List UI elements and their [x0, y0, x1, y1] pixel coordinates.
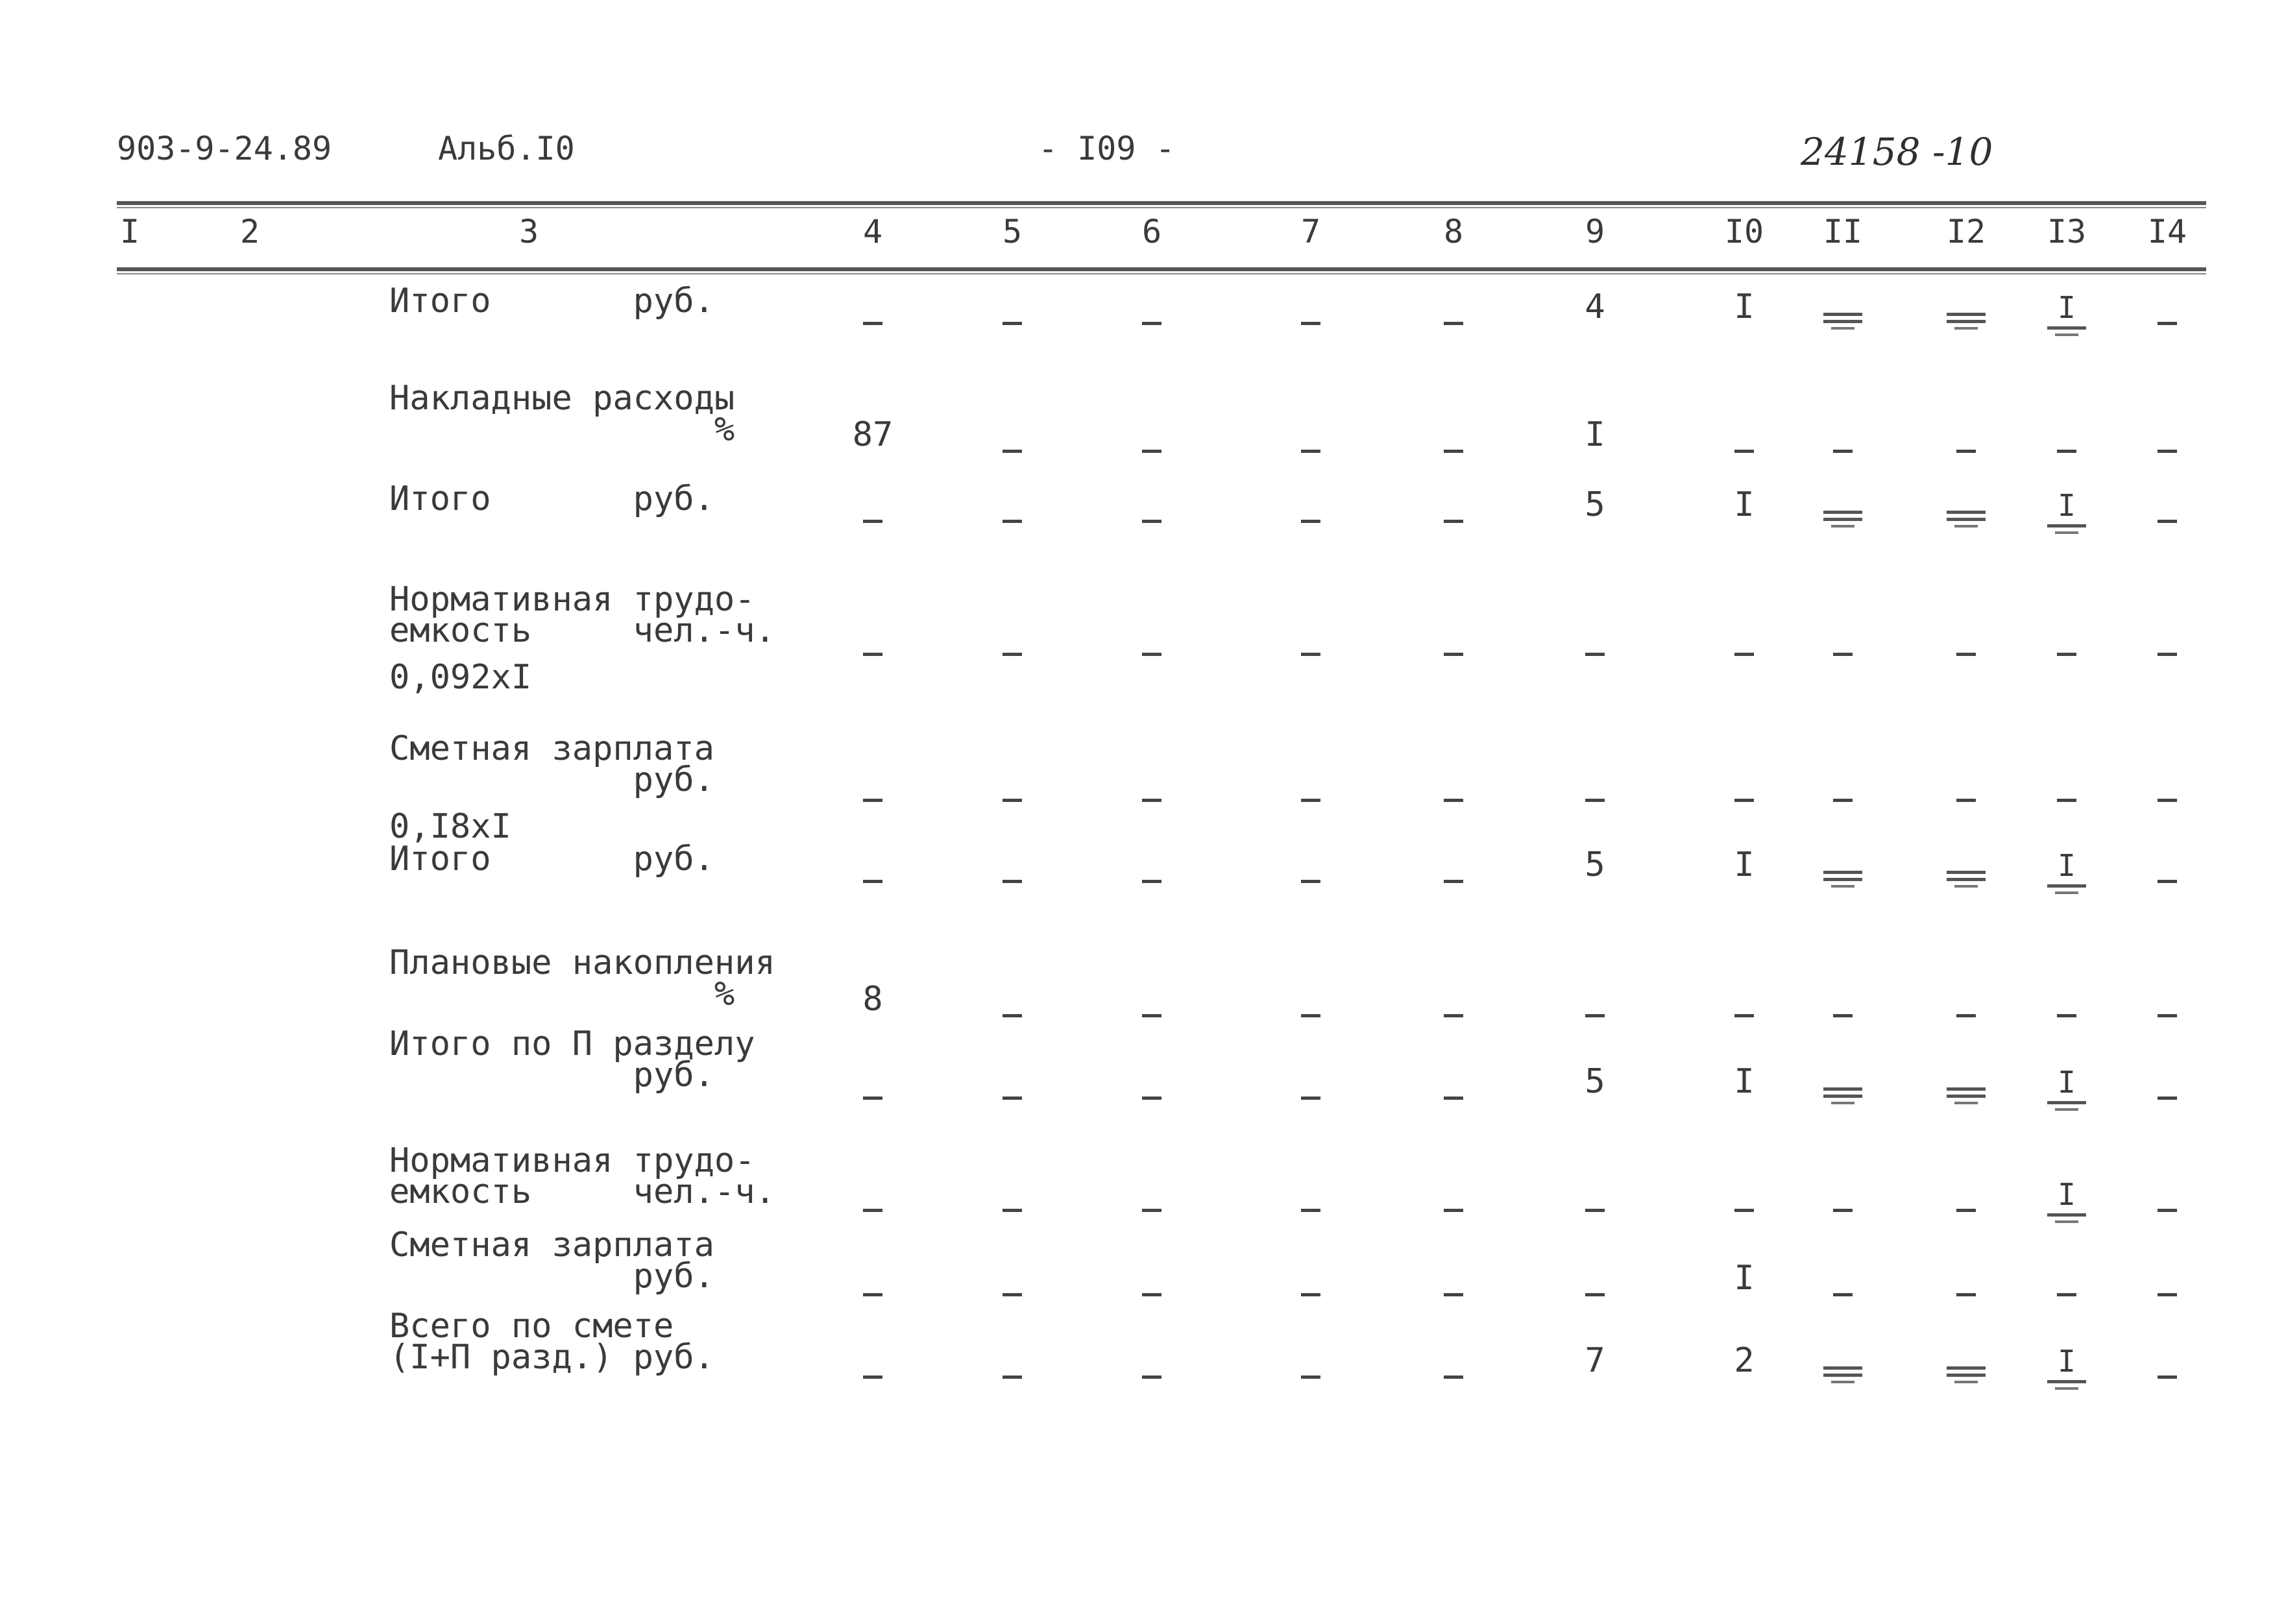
row-11-cell-13	[2047, 1341, 2086, 1390]
dash-mark	[1301, 1376, 1320, 1379]
row-label-7-line-1: Плановые накопления	[389, 943, 775, 982]
column-number-11: II	[1823, 213, 1863, 250]
column-number-13: I3	[2047, 213, 2087, 250]
dash-mark	[2158, 1293, 2177, 1296]
row-label-5-line-3: 0,I8хI	[389, 807, 511, 846]
dash-mark	[1444, 880, 1463, 883]
row-7-cell-5	[1003, 994, 1022, 1033]
row-3-cell-11	[1823, 497, 1862, 536]
dash-mark	[1444, 1014, 1463, 1017]
dash-mark	[2057, 1293, 2076, 1296]
column-number-2: 2	[239, 213, 260, 250]
dash-mark	[2057, 799, 2076, 802]
row-9-cell-8	[1444, 1189, 1463, 1228]
dash-mark	[1444, 450, 1463, 453]
row-7-cell-7	[1301, 994, 1320, 1033]
dash-mark	[1444, 799, 1463, 802]
row-8-cell-13	[2047, 1062, 2086, 1111]
row-label-1-line-1: Итого руб.	[389, 282, 714, 321]
row-label-4-line-1: Нормативная трудо-	[389, 580, 755, 619]
row-10-cell-12	[1956, 1273, 1976, 1312]
row-3-cell-12	[1947, 497, 1986, 536]
row-4-cell-10	[1734, 633, 1754, 672]
row-2-cell-12	[1956, 430, 1976, 468]
row-3-cell-14	[2158, 500, 2177, 539]
double-dash-mark	[1947, 507, 1986, 527]
row-6-cell-6	[1142, 860, 1161, 899]
dash-mark	[1301, 1209, 1320, 1212]
row-label-2-line-1: Накладные расходы	[389, 379, 735, 418]
row-8-cell-8	[1444, 1076, 1463, 1115]
dash-mark	[1003, 1014, 1022, 1017]
dash-mark	[1734, 799, 1754, 802]
dash-mark	[1301, 1293, 1320, 1296]
dash-mark	[2158, 1376, 2177, 1379]
row-label-10-line-2: руб.	[389, 1257, 714, 1296]
row-3-cell-6	[1142, 500, 1161, 539]
dash-mark	[1956, 450, 1976, 453]
underlined-value: I	[2047, 491, 2086, 534]
header-bottom-rule	[117, 267, 2206, 271]
row-9-cell-9	[1585, 1189, 1605, 1228]
dash-mark	[1833, 799, 1853, 802]
row-1-cell-5	[1003, 302, 1022, 341]
row-label-3-line-1: Итого руб.	[389, 479, 714, 518]
row-8-cell-7	[1301, 1076, 1320, 1115]
row-6-cell-13	[2047, 845, 2086, 894]
dash-mark	[1003, 520, 1022, 523]
dash-mark	[1003, 450, 1022, 453]
column-number-5: 5	[1002, 213, 1023, 250]
dash-mark	[1142, 880, 1161, 883]
album-label: Альб.I0	[438, 130, 575, 167]
dash-mark	[2158, 1209, 2177, 1212]
row-8-cell-12	[1947, 1074, 1986, 1113]
dash-mark	[863, 322, 882, 325]
row-4-cell-8	[1444, 633, 1463, 672]
double-dash-mark	[1823, 309, 1862, 330]
dash-mark	[1003, 1097, 1022, 1100]
row-2-cell-8	[1444, 430, 1463, 468]
row-2-cell-9: I	[1585, 415, 1605, 454]
underlined-value: I	[2047, 1067, 2086, 1111]
dash-mark	[1585, 1014, 1605, 1017]
dash-mark	[1301, 1014, 1320, 1017]
row-label-8-line-1: Итого по П разделу	[389, 1024, 755, 1063]
row-2-cell-4: 87	[852, 415, 894, 454]
dash-mark	[1142, 450, 1161, 453]
row-9-cell-14	[2158, 1189, 2177, 1228]
row-8-cell-5	[1003, 1076, 1022, 1115]
dash-mark	[1003, 1293, 1022, 1296]
double-dash-mark	[1947, 867, 1986, 888]
row-10-cell-9	[1585, 1273, 1605, 1312]
row-2-cell-5	[1003, 430, 1022, 468]
row-5-cell-13	[2057, 779, 2076, 818]
dash-mark	[2057, 653, 2076, 656]
row-label-10-line-1: Сметная зарплата	[389, 1226, 714, 1265]
dash-mark	[2158, 322, 2177, 325]
row-11-cell-6	[1142, 1355, 1161, 1394]
row-1-cell-8	[1444, 302, 1463, 341]
row-7-cell-9	[1585, 994, 1605, 1033]
dash-mark	[1142, 1293, 1161, 1296]
row-label-11-line-1: Всего по смете	[389, 1307, 674, 1346]
row-8-cell-11	[1823, 1074, 1862, 1113]
dash-mark	[863, 1293, 882, 1296]
row-11-cell-4	[863, 1355, 882, 1394]
double-dash-mark	[1947, 309, 1986, 330]
dash-mark	[1142, 799, 1161, 802]
row-7-cell-12	[1956, 994, 1976, 1033]
row-label-4-line-2: емкость чел.-ч.	[389, 611, 775, 650]
page-number: - I09 -	[1038, 130, 1175, 167]
row-1-cell-12	[1947, 299, 1986, 338]
top-rule-thin	[117, 207, 2206, 208]
row-10-cell-8	[1444, 1273, 1463, 1312]
dash-mark	[863, 1209, 882, 1212]
row-8-cell-9: 5	[1585, 1062, 1605, 1101]
double-dash-mark	[1823, 867, 1862, 888]
dash-mark	[1142, 1097, 1161, 1100]
underlined-value: I	[2047, 1346, 2086, 1390]
dash-mark	[1444, 1376, 1463, 1379]
row-10-cell-14	[2158, 1273, 2177, 1312]
row-10-cell-7	[1301, 1273, 1320, 1312]
double-dash-mark	[1823, 1363, 1862, 1383]
row-10-cell-10: I	[1734, 1259, 1755, 1298]
row-label-9-line-1: Нормативная трудо-	[389, 1141, 755, 1180]
row-label-6-line-1: Итого руб.	[389, 840, 714, 879]
header-bottom-rule-thin	[117, 273, 2206, 274]
dash-mark	[1833, 1209, 1853, 1212]
row-label-11-line-2: (I+П разд.) руб.	[389, 1338, 714, 1377]
row-11-cell-12	[1947, 1353, 1986, 1392]
dash-mark	[1585, 799, 1605, 802]
row-2-cell-10	[1734, 430, 1754, 468]
row-4-cell-6	[1142, 633, 1161, 672]
dash-mark	[863, 653, 882, 656]
dash-mark	[1734, 653, 1754, 656]
row-8-cell-14	[2158, 1076, 2177, 1115]
row-3-cell-10: I	[1734, 485, 1755, 524]
dash-mark	[1142, 653, 1161, 656]
dash-mark	[1444, 1209, 1463, 1212]
dash-mark	[1142, 1014, 1161, 1017]
row-7-cell-10	[1734, 994, 1754, 1033]
row-10-cell-11	[1833, 1273, 1853, 1312]
row-9-cell-10	[1734, 1189, 1754, 1228]
row-11-cell-8	[1444, 1355, 1463, 1394]
dash-mark	[2158, 520, 2177, 523]
dash-mark	[1956, 1014, 1976, 1017]
dash-mark	[1444, 1293, 1463, 1296]
row-4-cell-11	[1833, 633, 1853, 672]
row-7-cell-11	[1833, 994, 1853, 1033]
row-label-5-line-1: Сметная зарплата	[389, 729, 714, 768]
row-6-cell-8	[1444, 860, 1463, 899]
row-5-cell-8	[1444, 779, 1463, 818]
row-9-cell-6	[1142, 1189, 1161, 1228]
row-8-cell-10: I	[1734, 1062, 1755, 1101]
dash-mark	[1301, 520, 1320, 523]
row-9-cell-4	[863, 1189, 882, 1228]
column-number-6: 6	[1141, 213, 1162, 250]
row-label-8-line-2: руб.	[389, 1056, 714, 1095]
row-4-cell-7	[1301, 633, 1320, 672]
dash-mark	[1956, 1209, 1976, 1212]
row-4-cell-13	[2057, 633, 2076, 672]
column-number-7: 7	[1300, 213, 1321, 250]
row-6-cell-5	[1003, 860, 1022, 899]
row-3-cell-9: 5	[1585, 485, 1605, 524]
row-9-cell-5	[1003, 1189, 1022, 1228]
row-2-cell-14	[2158, 430, 2177, 468]
row-2-cell-13	[2057, 430, 2076, 468]
row-label-2-line-2: %	[389, 410, 735, 449]
row-10-cell-6	[1142, 1273, 1161, 1312]
row-6-cell-12	[1947, 857, 1986, 896]
dash-mark	[863, 1376, 882, 1379]
row-2-cell-7	[1301, 430, 1320, 468]
dash-mark	[1833, 1293, 1853, 1296]
row-6-cell-11	[1823, 857, 1862, 896]
row-7-cell-4: 8	[862, 980, 883, 1019]
dash-mark	[2158, 653, 2177, 656]
row-4-cell-12	[1956, 633, 1976, 672]
row-2-cell-6	[1142, 430, 1161, 468]
dash-mark	[863, 880, 882, 883]
dash-mark	[1301, 450, 1320, 453]
row-3-cell-4	[863, 500, 882, 539]
row-5-cell-11	[1833, 779, 1853, 818]
dash-mark	[1301, 880, 1320, 883]
row-11-cell-5	[1003, 1355, 1022, 1394]
row-6-cell-9: 5	[1585, 845, 1605, 884]
row-5-cell-12	[1956, 779, 1976, 818]
row-4-cell-9	[1585, 633, 1605, 672]
row-5-cell-4	[863, 779, 882, 818]
row-1-cell-13	[2047, 287, 2086, 336]
dash-mark	[1734, 1014, 1754, 1017]
dash-mark	[2158, 450, 2177, 453]
dash-mark	[1956, 799, 1976, 802]
dash-mark	[1003, 322, 1022, 325]
row-5-cell-7	[1301, 779, 1320, 818]
row-4-cell-4	[863, 633, 882, 672]
row-label-7-line-2: %	[389, 975, 735, 1013]
row-1-cell-9: 4	[1585, 287, 1605, 326]
column-number-3: 3	[518, 213, 539, 250]
row-3-cell-7	[1301, 500, 1320, 539]
column-number-9: 9	[1585, 213, 1605, 250]
row-9-cell-7	[1301, 1189, 1320, 1228]
row-6-cell-10: I	[1734, 845, 1755, 884]
dash-mark	[1444, 520, 1463, 523]
dash-mark	[1734, 450, 1754, 453]
dash-mark	[1142, 1209, 1161, 1212]
row-11-cell-10: 2	[1734, 1341, 1755, 1380]
row-11-cell-9: 7	[1585, 1341, 1605, 1380]
dash-mark	[1833, 653, 1853, 656]
double-dash-mark	[1947, 1084, 1986, 1104]
row-5-cell-14	[2158, 779, 2177, 818]
dash-mark	[1003, 799, 1022, 802]
row-11-cell-14	[2158, 1355, 2177, 1394]
dash-mark	[1444, 1097, 1463, 1100]
dash-mark	[1003, 653, 1022, 656]
row-8-cell-4	[863, 1076, 882, 1115]
column-number-1: I	[119, 213, 140, 250]
dash-mark	[1585, 653, 1605, 656]
row-label-4-line-3: 0,092хI	[389, 658, 532, 697]
row-5-cell-6	[1142, 779, 1161, 818]
dash-mark	[1444, 653, 1463, 656]
dash-mark	[1142, 322, 1161, 325]
row-3-cell-8	[1444, 500, 1463, 539]
column-number-10: I0	[1724, 213, 1764, 250]
row-10-cell-4	[863, 1273, 882, 1312]
dash-mark	[1142, 1376, 1161, 1379]
dash-mark	[1142, 520, 1161, 523]
column-number-14: I4	[2147, 213, 2187, 250]
dash-mark	[1301, 799, 1320, 802]
double-dash-mark	[1947, 1363, 1986, 1383]
dash-mark	[1301, 1097, 1320, 1100]
dash-mark	[1301, 653, 1320, 656]
dash-mark	[2057, 450, 2076, 453]
dash-mark	[1956, 1293, 1976, 1296]
dash-mark	[1003, 1209, 1022, 1212]
row-7-cell-13	[2057, 994, 2076, 1033]
row-5-cell-10	[1734, 779, 1754, 818]
column-number-8: 8	[1443, 213, 1464, 250]
dash-mark	[1833, 450, 1853, 453]
row-6-cell-7	[1301, 860, 1320, 899]
underlined-value: I	[2047, 851, 2086, 894]
dash-mark	[1833, 1014, 1853, 1017]
double-dash-mark	[1823, 1084, 1862, 1104]
row-label-9-line-2: емкость чел.-ч.	[389, 1172, 775, 1211]
row-5-cell-9	[1585, 779, 1605, 818]
row-1-cell-6	[1142, 302, 1161, 341]
double-dash-mark	[1823, 507, 1862, 527]
dash-mark	[2158, 799, 2177, 802]
row-3-cell-13	[2047, 485, 2086, 534]
row-1-cell-14	[2158, 302, 2177, 341]
dash-mark	[1585, 1293, 1605, 1296]
row-1-cell-7	[1301, 302, 1320, 341]
dash-mark	[2158, 880, 2177, 883]
row-5-cell-5	[1003, 779, 1022, 818]
dash-mark	[863, 1097, 882, 1100]
row-7-cell-14	[2158, 994, 2177, 1033]
row-2-cell-11	[1833, 430, 1853, 468]
dash-mark	[1734, 1209, 1754, 1212]
row-9-cell-13	[2047, 1174, 2086, 1223]
dash-mark	[2158, 1097, 2177, 1100]
row-6-cell-14	[2158, 860, 2177, 899]
row-9-cell-11	[1833, 1189, 1853, 1228]
dash-mark	[863, 520, 882, 523]
underlined-value: I	[2047, 1180, 2086, 1223]
dash-mark	[863, 799, 882, 802]
dash-mark	[1585, 1209, 1605, 1212]
row-9-cell-12	[1956, 1189, 1976, 1228]
dash-mark	[1444, 322, 1463, 325]
row-1-cell-11	[1823, 299, 1862, 338]
row-11-cell-7	[1301, 1355, 1320, 1394]
dash-mark	[1956, 653, 1976, 656]
row-10-cell-5	[1003, 1273, 1022, 1312]
row-4-cell-5	[1003, 633, 1022, 672]
row-1-cell-4	[863, 302, 882, 341]
column-number-4: 4	[862, 213, 883, 250]
row-7-cell-8	[1444, 994, 1463, 1033]
dash-mark	[2057, 1014, 2076, 1017]
row-1-cell-10: I	[1734, 287, 1755, 326]
row-8-cell-6	[1142, 1076, 1161, 1115]
row-6-cell-4	[863, 860, 882, 899]
row-10-cell-13	[2057, 1273, 2076, 1312]
column-number-12: I2	[1946, 213, 1986, 250]
dash-mark	[1003, 1376, 1022, 1379]
handwritten-number: 24158 -10	[1801, 130, 1993, 174]
row-4-cell-14	[2158, 633, 2177, 672]
row-7-cell-6	[1142, 994, 1161, 1033]
dash-mark	[2158, 1014, 2177, 1017]
dash-mark	[1003, 880, 1022, 883]
top-rule	[117, 201, 2206, 205]
underlined-value: I	[2047, 293, 2086, 336]
row-11-cell-11	[1823, 1353, 1862, 1392]
document-code: 903-9-24.89	[117, 130, 332, 167]
row-3-cell-5	[1003, 500, 1022, 539]
row-label-5-line-2: руб.	[389, 760, 714, 799]
dash-mark	[1301, 322, 1320, 325]
